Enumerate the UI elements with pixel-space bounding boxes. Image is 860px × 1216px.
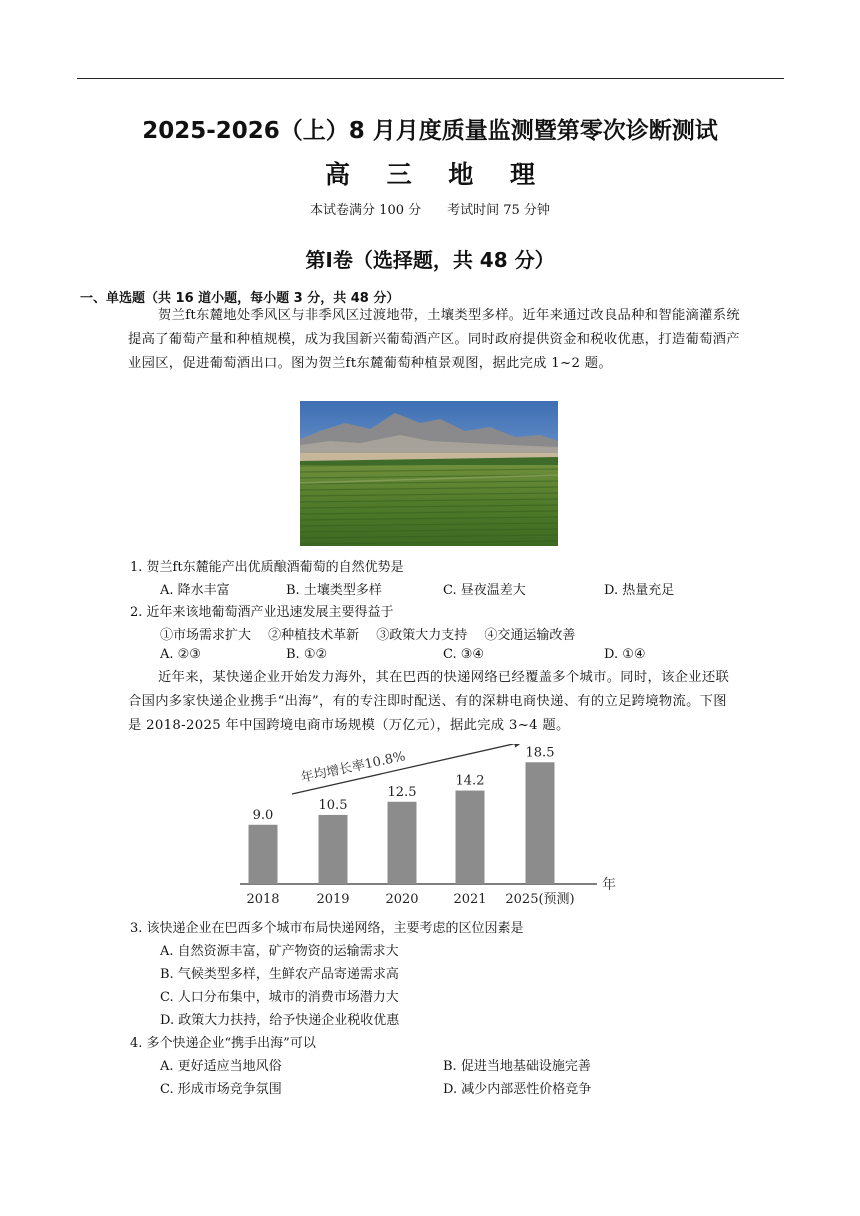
x-tick-label: 2025(预测) <box>505 892 575 907</box>
bar-2018 <box>249 825 278 884</box>
q4-option-c: C. 形成市场竞争氛围 <box>160 1082 282 1097</box>
cross-border-ecommerce-bar-chart <box>232 744 632 914</box>
question-2-stem: 2. 近年来该地葡萄酒产业迅速发展主要得益于 <box>130 605 394 620</box>
x-tick-label: 2018 <box>246 892 280 907</box>
bar-value-label: 18.5 <box>525 745 555 761</box>
q2-option-c: C. ③④ <box>443 647 485 662</box>
vineyard-photo <box>300 401 558 546</box>
bar-2021 <box>456 791 485 884</box>
bar-2025(预测) <box>526 762 555 884</box>
q4-option-d: D. 减少内部恶性价格竞争 <box>443 1082 592 1097</box>
passage-1: 贺兰ft东麓地处季风区与非季风区过渡地带，土壤类型多样。近年来通过改良品种和智能滴灌系统提高了葡萄产量和种植规模，成为我国新兴葡萄酒产区。同时政府提供资金和税收优惠，打造葡萄酒产业园区，促进葡萄酒出口。图为贺兰ft东麓葡萄种植景观图，据此完成 1~2 题。 <box>128 308 740 371</box>
q1-option-c: C. 昼夜温差大 <box>443 583 526 598</box>
question-1-stem: 1. 贺兰ft东麓能产出优质酿酒葡萄的自然优势是 <box>130 560 404 575</box>
bar-group <box>246 745 574 907</box>
part-heading: 一、单选题（共 16 道小题，每小题 3 分，共 48 分） <box>80 291 400 306</box>
q2-option-b: B. ①② <box>286 647 328 662</box>
q4-option-b: B. 促进当地基础设施完善 <box>443 1059 591 1074</box>
vineyard-landscape-image <box>300 401 558 546</box>
question-4-stem: 4. 多个快递企业“携手出海”可以 <box>130 1036 316 1051</box>
bar-2020 <box>388 802 417 884</box>
subject-title: 高 三 地 理 <box>324 160 550 189</box>
q4-option-a: A. 更好适应当地风俗 <box>160 1059 282 1074</box>
q3-option-c: C. 人口分布集中，城市的消费市场潜力大 <box>160 990 399 1005</box>
header-rule <box>77 78 784 79</box>
bar-value-label: 10.5 <box>318 797 348 813</box>
q2-option-a: A. ②③ <box>160 647 201 662</box>
question-3-stem: 3. 该快递企业在巴西多个城市布局快递网络，主要考虑的区位因素是 <box>130 921 524 936</box>
bar-2019 <box>319 815 348 884</box>
x-tick-label: 2020 <box>385 892 419 907</box>
exam-title: 2025-2026（上）8 月月度质量监测暨第零次诊断测试 <box>142 118 718 144</box>
q1-option-a: A. 降水丰富 <box>160 583 230 598</box>
x-tick-label: 2021 <box>453 892 487 907</box>
growth-rate-annotation: 年均增长率10.8% <box>299 749 407 786</box>
x-tick-label: 2019 <box>316 892 350 907</box>
q2-items: ①市场需求扩大 ②种植技术革新 ③政策大力支持 ④交通运输改善 <box>160 628 576 643</box>
q1-option-b: B. 土壤类型多样 <box>286 583 382 598</box>
x-axis-label: 年 <box>602 877 616 893</box>
exam-meta: 本试卷满分 100 分 考试时间 75 分钟 <box>310 203 550 218</box>
q1-option-d: D. 热量充足 <box>604 583 675 598</box>
section-title: 第Ⅰ卷（选择题，共 48 分） <box>305 248 555 272</box>
q3-option-a: A. 自然资源丰富，矿产物资的运输需求大 <box>160 944 399 959</box>
q3-option-d: D. 政策大力扶持，给予快递企业税收优惠 <box>160 1013 400 1028</box>
q2-option-d: D. ①④ <box>604 647 646 662</box>
q3-option-b: B. 气候类型多样，生鲜农产品寄递需求高 <box>160 967 399 982</box>
bar-value-label: 12.5 <box>387 784 417 800</box>
passage-2: 近年来，某快递企业开始发力海外，其在巴西的快递网络已经覆盖多个城市。同时，该企业还联合国内多家快递企业携手“出海”，有的专注即时配送、有的深耕电商快递、有的立足跨境物流。下图是 2018-2025 年中国跨境电商市场规模（万亿元），据此完成 3~4 题。 <box>128 670 730 733</box>
bar-value-label: 14.2 <box>455 773 485 789</box>
bar-value-label: 9.0 <box>252 807 274 823</box>
